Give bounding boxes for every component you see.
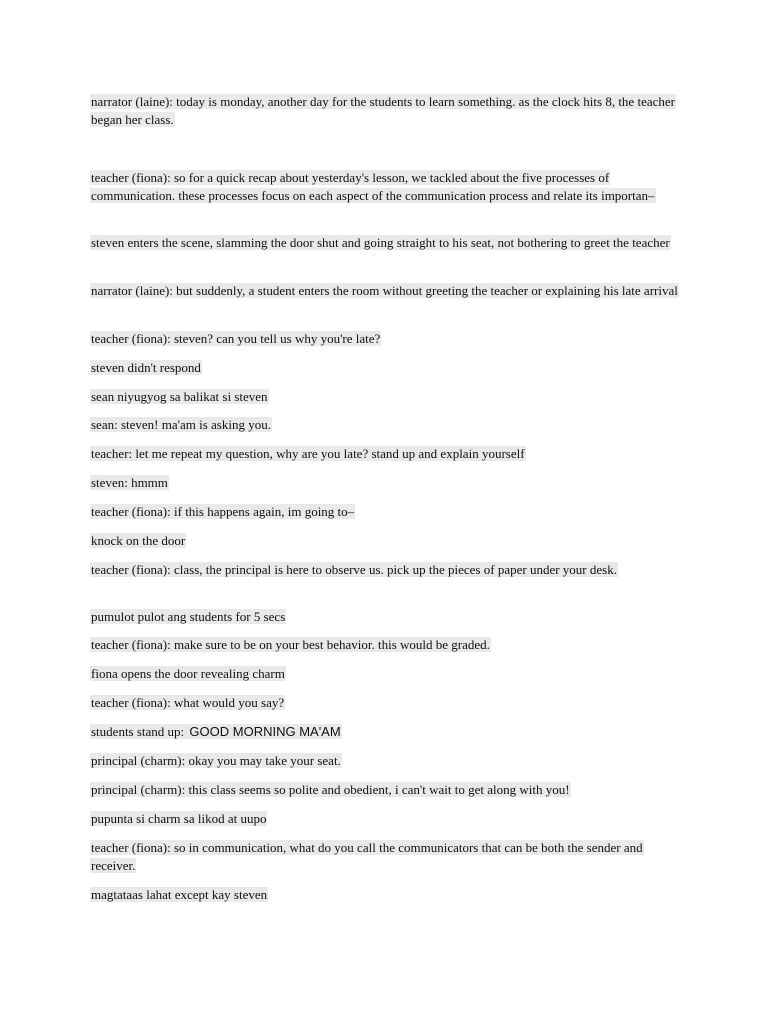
line-text: narrator (laine): but suddenly, a student enters the room without greeting the teacher or explaining his late arrival: [91, 283, 678, 298]
stage-direction-line: [90, 810, 680, 828]
stage-direction-line: [90, 886, 680, 904]
line-text: principal (charm): okay you may take your seat.: [91, 753, 341, 768]
line-text: steven: hmmm: [91, 475, 168, 490]
dialogue-line: [90, 561, 680, 579]
dialogue-line: [90, 781, 680, 799]
stage-direction-line: [90, 608, 680, 626]
stage-direction-line: [90, 234, 680, 252]
narration-line: [90, 282, 680, 300]
narration-line: [90, 93, 680, 129]
dialogue-line: [90, 636, 680, 654]
line-text: steven didn't respond: [91, 360, 201, 375]
line-text: pumulot pulot ang students for 5 secs: [91, 609, 286, 624]
line-text: narrator (laine): today is monday, another day for the students to learn something. as the clock hits 8, the teacher began her class.: [91, 94, 675, 127]
stage-direction-line: [90, 665, 680, 683]
greeting-text: GOOD MORNING MA'AM: [189, 724, 341, 739]
line-text: knock on the door: [91, 533, 186, 548]
stage-direction-line: [90, 388, 680, 406]
line-text: students stand up:: [91, 724, 188, 739]
line-text: fiona opens the door revealing charm: [91, 666, 285, 681]
line-text: teacher (fiona): if this happens again, im going to–: [91, 504, 355, 519]
stage-direction-line: [90, 359, 680, 377]
dialogue-line: [90, 474, 680, 492]
line-text: teacher: let me repeat my question, why are you late? stand up and explain yourself: [91, 446, 525, 461]
dialogue-line: [90, 694, 680, 712]
line-text: teacher (fiona): class, the principal is here to observe us. pick up the pieces of paper under your desk.: [91, 562, 617, 577]
dialogue-line: [90, 169, 680, 205]
dialogue-line: [90, 503, 680, 521]
line-text: sean niyugyog sa balikat si steven: [91, 389, 268, 404]
stage-direction-line: [90, 532, 680, 550]
dialogue-line: [90, 839, 680, 875]
line-text: sean: steven! ma'am is asking you.: [91, 417, 271, 432]
dialogue-line: [90, 752, 680, 770]
dialogue-line: [90, 723, 680, 741]
dialogue-line: [90, 330, 680, 348]
line-text: teacher (fiona): make sure to be on your best behavior. this would be graded.: [91, 637, 490, 652]
line-text: steven enters the scene, slamming the door shut and going straight to his seat, not bothering to greet the teacher: [91, 235, 670, 250]
line-text: pupunta si charm sa likod at uupo: [91, 811, 267, 826]
line-text: teacher (fiona): so in communication, what do you call the communicators that can be both the sender and receiver.: [91, 840, 643, 873]
line-text: teacher (fiona): what would you say?: [91, 695, 285, 710]
dialogue-line: [90, 416, 680, 434]
line-text: teacher (fiona): so for a quick recap about yesterday's lesson, we tackled about the five processes of communication. these processes focus on each aspect of the communication process and relate its importan–: [91, 170, 655, 203]
dialogue-line: [90, 445, 680, 463]
line-text: principal (charm): this class seems so polite and obedient, i can't wait to get along with you!: [91, 782, 570, 797]
line-text: magtataas lahat except kay steven: [91, 887, 268, 902]
line-text: teacher (fiona): steven? can you tell us why you're late?: [91, 331, 381, 346]
